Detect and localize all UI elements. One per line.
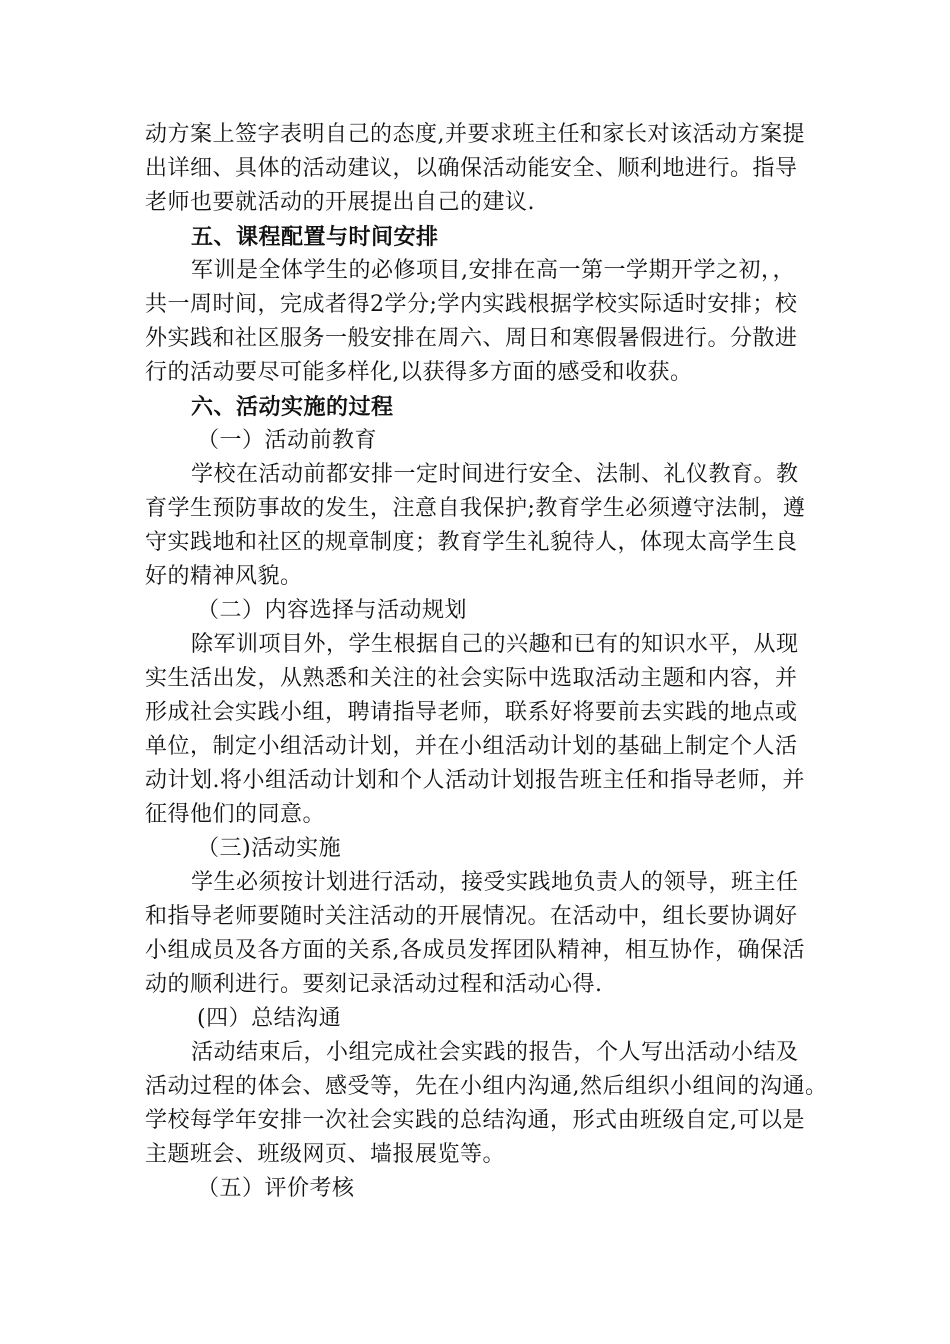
body-text-line: 单位，制定小组活动计划，并在小组活动计划的基础上制定个人活 <box>145 734 798 759</box>
body-text-line: 实生活出发，从熟悉和关注的社会实际中选取活动主题和内容，并 <box>145 666 798 691</box>
body-text-line: 形成社会实践小组，聘请指导老师，联系好将要前去实践的地点或 <box>145 700 798 725</box>
body-text-line: 行的活动要尽可能多样化,以获得多方面的感受和收获。 <box>145 360 693 385</box>
subsection-heading-1: （一）活动前教育 <box>197 428 378 453</box>
subsection-heading-4: (四）总结沟通 <box>197 1006 342 1031</box>
body-text-line: 小组成员及各方面的关系,各成员发挥团队精神，相互协作，确保活 <box>145 938 805 963</box>
body-text-line: 动方案上签字表明自己的态度,并要求班主任和家长对该活动方案提 <box>145 122 805 147</box>
body-text-line: 和指导老师要随时关注活动的开展情况。在活动中，组长要协调好 <box>145 904 798 929</box>
paragraph-first-line: 活动结束后，小组完成社会实践的报告，个人写出活动小结及 <box>191 1040 799 1065</box>
body-text-line: 育学生预防事故的发生，注意自我保护;教育学生必须遵守法制，遵 <box>145 496 806 521</box>
body-text-line: 动的顺利进行。要刻记录活动过程和活动心得. <box>145 972 603 997</box>
body-text-line: 老师也要就活动的开展提出自己的建议. <box>145 190 535 215</box>
body-text-line: 出详细、具体的活动建议，以确保活动能安全、顺利地进行。指导 <box>145 156 798 181</box>
body-text-line: 外实践和社区服务一般安排在周六、周日和寒假暑假进行。分散进 <box>145 326 798 351</box>
section-heading-6: 六、活动实施的过程 <box>191 394 394 420</box>
body-text-line: 好的精神风貌。 <box>145 564 303 589</box>
body-text-line: 共一周时间，完成者得2学分;学内实践根据学校实际适时安排；校 <box>145 292 798 317</box>
subsection-heading-5: （五）评价考核 <box>197 1176 355 1201</box>
body-text-line: 学校每学年安排一次社会实践的总结沟通，形式由班级自定,可以是 <box>145 1108 805 1133</box>
section-heading-5: 五、课程配置与时间安排 <box>191 224 439 250</box>
body-text-line: 主题班会、班级网页、墙报展览等。 <box>145 1142 506 1167</box>
body-text-line: 活动过程的体会、感受等，先在小组内沟通,然后组织小组间的沟通。 <box>145 1074 828 1099</box>
subsection-heading-3: （三)活动实施 <box>197 836 342 861</box>
body-text-line: 动计划.将小组活动计划和个人活动计划报告班主任和指导老师，并 <box>145 768 805 793</box>
paragraph-first-line: 除军训项目外，学生根据自己的兴趣和已有的知识水平，从现 <box>191 632 799 657</box>
paragraph-first-line: 学生必须按计划进行活动，接受实践地负责人的领导，班主任 <box>191 870 799 895</box>
paragraph-first-line: 学校在活动前都安排一定时间进行安全、法制、礼仪教育。教 <box>191 462 799 487</box>
document-page <box>145 118 828 1206</box>
paragraph-first-line: 军训是全体学生的必修项目,安排在高一第一学期开学之初，， <box>191 258 795 283</box>
body-text-line: 征得他们的同意。 <box>145 802 326 827</box>
subsection-heading-2: （二）内容选择与活动规划 <box>197 598 468 623</box>
body-text-line: 守实践地和社区的规章制度；教育学生礼貌待人，体现太高学生良 <box>145 530 798 555</box>
